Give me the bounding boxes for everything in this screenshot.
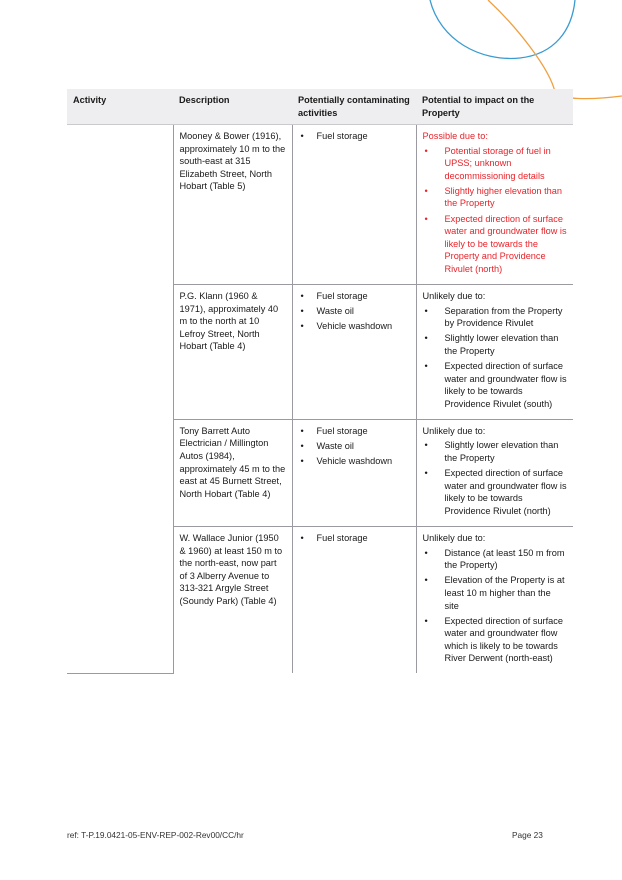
impact-item: • Expected direction of surface water and groundwater flow is likely to be towards Providence Rivulet (south) <box>423 360 568 410</box>
activity-item: • Fuel storage <box>299 130 410 143</box>
activity-cell <box>67 125 173 674</box>
impact-item: • Separation from the Property by Providence Rivulet <box>423 305 568 330</box>
impact-item: • Expected direction of surface water and groundwater flow which is likely to be towards River Derwent (north-east) <box>423 615 568 665</box>
description-cell: Mooney & Bower (1916), approximately 10 m to the south-east at 315 Elizabeth Street, North Hobart (Table 5) <box>173 125 292 285</box>
impact-lead: Unlikely due to: <box>422 533 486 544</box>
activity-item: • Fuel storage <box>299 532 410 545</box>
activity-item: • Fuel storage <box>299 425 410 438</box>
impact-item: • Slightly lower elevation than the Property <box>423 332 568 357</box>
header-activity: Activity <box>67 89 173 125</box>
activity-item: • Vehicle washdown <box>299 455 410 468</box>
description-cell: Tony Barrett Auto Electrician / Millington Autos (1984), approximately 45 m to the east at 45 Burnett Street, North Hobart (Table 4) <box>173 419 292 526</box>
impact-lead: Possible due to: <box>422 131 488 141</box>
impact-item: • Elevation of the Property is at least 10 m higher than the site <box>423 574 568 612</box>
activities-cell <box>292 527 416 674</box>
impact-item: • Potential storage of fuel in UPSS; unknown decommissioning details <box>423 145 568 183</box>
footer-reference: ref: T-P.19.0421-05-ENV-REP-002-Rev00/CC/hr <box>67 830 244 840</box>
blue-arc <box>430 0 575 58</box>
description-cell: P.G. Klann (1960 & 1971), approximately 40 m to the north at 10 Lefroy Street, North Hobart (Table 4) <box>173 285 292 420</box>
header-description: Description <box>173 89 292 125</box>
footer-page-number: Page 23 <box>512 830 543 840</box>
table-header-row <box>67 89 573 125</box>
impact-lead: Unlikely due to: <box>422 425 486 436</box>
header-activities: Potentially contaminating activities <box>292 89 416 125</box>
activities-cell <box>292 419 416 526</box>
impact-item: • Expected direction of surface water and groundwater flow is likely to be towards the Property and Providence Rivulet (north) <box>423 213 568 276</box>
contamination-table <box>67 89 573 674</box>
activity-item: • Vehicle washdown <box>299 320 410 333</box>
description-cell: W. Wallace Junior (1950 & 1960) at least 150 m to the north-east, now part of 3 Alberry Avenue to 313-321 Argyle Street (Soundy Park) (Table 4) <box>173 527 292 674</box>
activities-cell <box>292 125 416 285</box>
activity-item: • Waste oil <box>299 440 410 453</box>
impact-item: • Expected direction of surface water and groundwater flow is likely to be towards Providence Rivulet (north) <box>423 467 568 517</box>
impact-item: • Slightly higher elevation than the Property <box>423 185 568 210</box>
impact-cell <box>416 125 573 285</box>
impact-cell <box>416 419 573 526</box>
impact-item: • Slightly lower elevation than the Property <box>423 439 568 464</box>
activities-cell <box>292 285 416 420</box>
activity-item: • Waste oil <box>299 305 410 318</box>
impact-lead: Unlikely due to: <box>422 291 486 302</box>
impact-cell <box>416 527 573 674</box>
impact-item: • Distance (at least 150 m from the Property) <box>423 547 568 572</box>
impact-cell <box>416 285 573 420</box>
header-impact: Potential to impact on the Property <box>416 89 573 125</box>
orange-arc <box>488 0 622 99</box>
activity-item: • Fuel storage <box>299 290 410 303</box>
table-row <box>67 125 573 285</box>
